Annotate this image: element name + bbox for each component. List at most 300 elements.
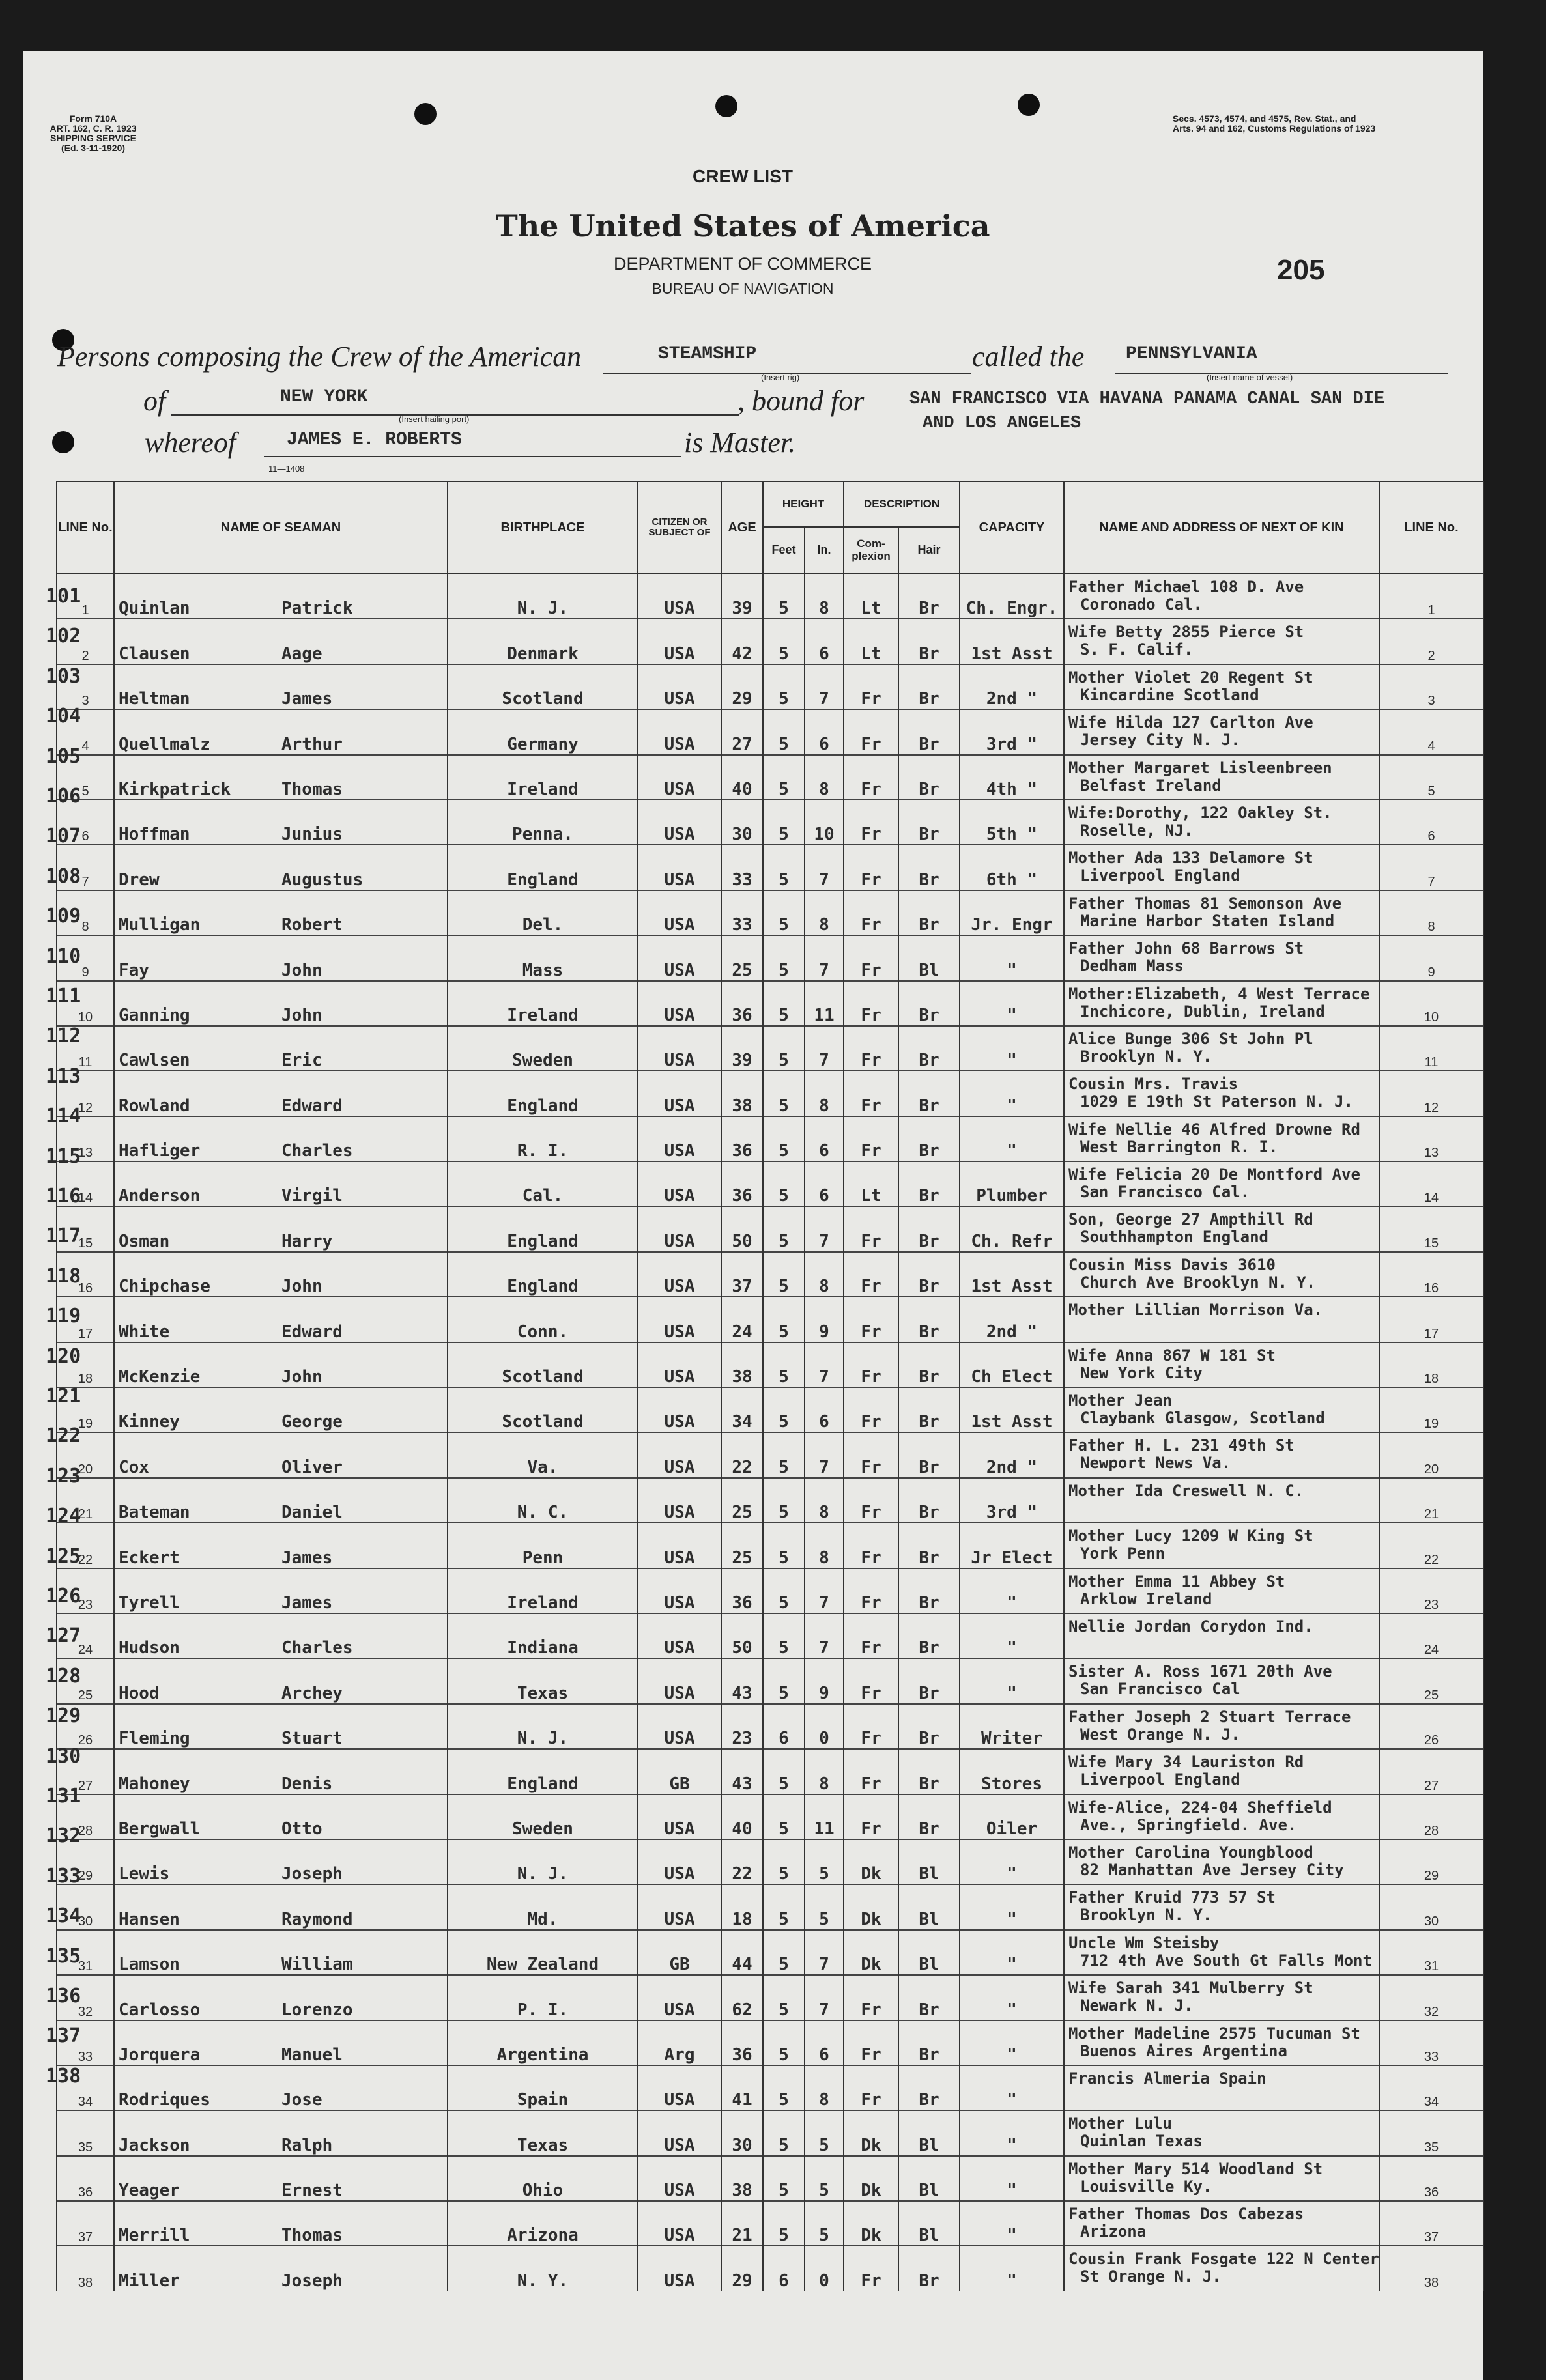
table-row xyxy=(57,2246,1483,2290)
ledger-number: 118 xyxy=(46,1264,81,1288)
height-feet: 5 xyxy=(763,2156,805,2201)
seaman-given-name: Raymond xyxy=(281,1909,353,1929)
line-number-right: 35 xyxy=(1379,2110,1483,2155)
complexion: Fr xyxy=(844,1252,898,1297)
col-kin: NAME AND ADDRESS OF NEXT OF KIN xyxy=(1064,481,1379,574)
line-number: 21 xyxy=(57,1478,114,1523)
ledger-number: 131 xyxy=(46,1785,81,1807)
line-number-right: 15 xyxy=(1379,1206,1483,1251)
capacity: " xyxy=(960,2020,1064,2065)
height-inches: 6 xyxy=(805,1387,844,1432)
complexion: Fr xyxy=(844,664,898,709)
next-of-kin xyxy=(1064,1432,1379,1477)
citizenship: USA xyxy=(638,664,721,709)
citizenship: USA xyxy=(638,619,721,664)
citizenship: USA xyxy=(638,1342,721,1387)
line-number-right: 22 xyxy=(1379,1523,1483,1568)
ledger-number: 129 xyxy=(46,1705,81,1728)
capacity: " xyxy=(960,2246,1064,2290)
seaman-given-name: Harry xyxy=(281,1231,333,1251)
seaman-name xyxy=(114,709,448,754)
next-of-kin xyxy=(1064,619,1379,664)
kin-line: Wife Sarah 341 Mulberry St xyxy=(1068,1979,1313,1998)
seaman-surname: Chipchase xyxy=(119,1277,210,1297)
citizenship: USA xyxy=(638,2201,721,2246)
height-inches: 8 xyxy=(805,574,844,619)
hair-color: Br xyxy=(898,800,960,845)
table-row xyxy=(57,935,1483,980)
seaman-given-name: John xyxy=(281,1367,322,1387)
line-number: 34 xyxy=(57,2065,114,2110)
age: 30 xyxy=(721,800,763,845)
height-feet: 5 xyxy=(763,755,805,800)
seaman-given-name: Thomas xyxy=(281,779,343,799)
next-of-kin xyxy=(1064,1342,1379,1387)
line-number: 36 xyxy=(57,2156,114,2201)
kin-line: Father H. L. 231 49th St xyxy=(1068,1436,1295,1455)
complexion: Fr xyxy=(844,1794,898,1839)
seaman-surname: McKenzie xyxy=(119,1367,201,1387)
kin-line: Wife Betty 2855 Pierce St xyxy=(1068,623,1304,642)
line-number: 30 xyxy=(57,1884,114,1929)
height-feet: 5 xyxy=(763,981,805,1026)
next-of-kin xyxy=(1064,1704,1379,1749)
complexion: Fr xyxy=(844,845,898,890)
seaman-given-name: Stuart xyxy=(281,1729,343,1749)
age: 21 xyxy=(721,2201,763,2246)
seaman-given-name: George xyxy=(281,1412,343,1432)
table-row xyxy=(57,574,1483,619)
age: 25 xyxy=(721,1478,763,1523)
next-of-kin xyxy=(1064,1116,1379,1161)
seaman-surname: Jackson xyxy=(119,2135,190,2155)
height-feet: 5 xyxy=(763,1658,805,1703)
capacity: 1st Asst xyxy=(960,1252,1064,1297)
complexion: Fr xyxy=(844,935,898,980)
line-number-right: 1 xyxy=(1379,574,1483,619)
birthplace: England xyxy=(448,1206,638,1251)
seaman-surname: Mulligan xyxy=(119,915,201,935)
height-feet: 5 xyxy=(763,1523,805,1568)
capacity: 2nd " xyxy=(960,1297,1064,1342)
complexion: Fr xyxy=(844,1387,898,1432)
height-inches: 6 xyxy=(805,619,844,664)
table-row xyxy=(57,1206,1483,1251)
table-row xyxy=(57,2201,1483,2246)
seaman-name xyxy=(114,1658,448,1703)
seaman-name xyxy=(114,2110,448,2155)
birthplace: Ireland xyxy=(448,755,638,800)
height-feet: 5 xyxy=(763,1252,805,1297)
birthplace: Sweden xyxy=(448,1026,638,1071)
birthplace: Texas xyxy=(448,1658,638,1703)
birthplace: N. J. xyxy=(448,1839,638,1884)
seaman-name xyxy=(114,1704,448,1749)
table-row xyxy=(57,1342,1483,1387)
birthplace: Denmark xyxy=(448,619,638,664)
age: 42 xyxy=(721,619,763,664)
complexion: Fr xyxy=(844,890,898,935)
seaman-given-name: Lorenzo xyxy=(281,2000,353,2020)
seaman-given-name: Charles xyxy=(281,1638,353,1658)
table-row xyxy=(57,1839,1483,1884)
hair-color: Bl xyxy=(898,1930,960,1975)
seaman-name xyxy=(114,2246,448,2290)
height-inches: 6 xyxy=(805,1161,844,1206)
line-number-right: 10 xyxy=(1379,981,1483,1026)
height-inches: 8 xyxy=(805,1523,844,1568)
seaman-given-name: Edward xyxy=(281,1322,343,1342)
kin-line: Mother Madeline 2575 Tucuman St xyxy=(1068,2024,1360,2043)
birthplace: Arizona xyxy=(448,2201,638,2246)
ledger-number: 101 xyxy=(46,585,81,608)
line-number: 12 xyxy=(57,1071,114,1116)
seaman-surname: Drew xyxy=(119,870,160,890)
complexion: Fr xyxy=(844,1071,898,1116)
citizenship: USA xyxy=(638,1794,721,1839)
seaman-surname: Mahoney xyxy=(119,1774,190,1794)
citizenship: USA xyxy=(638,2065,721,2110)
table-row xyxy=(57,2110,1483,2155)
col-description: DESCRIPTION xyxy=(844,481,960,527)
ledger-number: 113 xyxy=(46,1064,81,1088)
height-inches: 0 xyxy=(805,1704,844,1749)
line-number-right: 14 xyxy=(1379,1161,1483,1206)
capacity: Ch Elect xyxy=(960,1342,1064,1387)
complexion: Lt xyxy=(844,574,898,619)
kin-line: Newport News Va. xyxy=(1080,1454,1231,1473)
capacity: 2nd " xyxy=(960,664,1064,709)
height-feet: 5 xyxy=(763,1071,805,1116)
seaman-name xyxy=(114,1161,448,1206)
hair-color: Br xyxy=(898,1297,960,1342)
capacity: Plumber xyxy=(960,1161,1064,1206)
line-number: 16 xyxy=(57,1252,114,1297)
seaman-surname: Cox xyxy=(119,1457,149,1477)
age: 43 xyxy=(721,1658,763,1703)
table-row xyxy=(57,1884,1483,1929)
seaman-name xyxy=(114,1071,448,1116)
hair-color: Bl xyxy=(898,2110,960,2155)
complexion: Fr xyxy=(844,1568,898,1613)
birthplace: Mass xyxy=(448,935,638,980)
kin-line: Church Ave Brooklyn N. Y. xyxy=(1080,1273,1316,1292)
kin-line: Mother Carolina Youngblood xyxy=(1068,1843,1313,1862)
table-row xyxy=(57,1071,1483,1116)
hair-color: Br xyxy=(898,1613,960,1658)
kin-line: Quinlan Texas xyxy=(1080,2132,1203,2151)
age: 24 xyxy=(721,1297,763,1342)
line-number: 14 xyxy=(57,1161,114,1206)
hair-color: Br xyxy=(898,1523,960,1568)
age: 22 xyxy=(721,1839,763,1884)
next-of-kin xyxy=(1064,709,1379,754)
complexion: Fr xyxy=(844,2020,898,2065)
birthplace: Ireland xyxy=(448,981,638,1026)
birthplace: Texas xyxy=(448,2110,638,2155)
line-number-right: 20 xyxy=(1379,1432,1483,1477)
birthplace: N. J. xyxy=(448,1704,638,1749)
form-info xyxy=(38,114,149,153)
kin-line: Mother Lulu xyxy=(1068,2114,1172,2133)
capacity: " xyxy=(960,1071,1064,1116)
whereof-label: whereof xyxy=(145,427,236,459)
citizenship: USA xyxy=(638,1116,721,1161)
line-number-right: 33 xyxy=(1379,2020,1483,2065)
age: 39 xyxy=(721,1026,763,1071)
line-number-right: 8 xyxy=(1379,890,1483,935)
ledger-number: 128 xyxy=(46,1664,81,1688)
vessel-caption: (Insert name of vessel) xyxy=(1207,373,1293,382)
citizenship: USA xyxy=(638,981,721,1026)
line-number: 24 xyxy=(57,1613,114,1658)
height-feet: 5 xyxy=(763,2110,805,2155)
kin-line: Mother Lucy 1209 W King St xyxy=(1068,1527,1313,1546)
age: 36 xyxy=(721,981,763,1026)
seaman-given-name: John xyxy=(281,1277,322,1297)
citizenship: USA xyxy=(638,1026,721,1071)
age: 25 xyxy=(721,935,763,980)
seaman-given-name: John xyxy=(281,1005,322,1025)
capacity: Writer xyxy=(960,1704,1064,1749)
height-feet: 5 xyxy=(763,935,805,980)
line-number: 5 xyxy=(57,755,114,800)
seaman-surname: Kinney xyxy=(119,1412,180,1432)
complexion: Fr xyxy=(844,1342,898,1387)
complexion: Fr xyxy=(844,1658,898,1703)
height-feet: 5 xyxy=(763,1297,805,1342)
next-of-kin xyxy=(1064,574,1379,619)
ledger-number: 120 xyxy=(46,1344,81,1368)
height-inches: 10 xyxy=(805,800,844,845)
seaman-name xyxy=(114,2065,448,2110)
next-of-kin xyxy=(1064,981,1379,1026)
ledger-number: 137 xyxy=(46,2024,81,2048)
birthplace: N. Y. xyxy=(448,2246,638,2290)
seaman-surname: Merrill xyxy=(119,2226,190,2246)
punch-hole xyxy=(715,95,737,117)
birthplace: England xyxy=(448,1749,638,1794)
seaman-given-name: Oliver xyxy=(281,1457,343,1477)
ledger-number: 107 xyxy=(46,825,81,848)
seaman-surname: Anderson xyxy=(119,1186,201,1206)
seaman-name xyxy=(114,1613,448,1658)
height-feet: 5 xyxy=(763,1975,805,2020)
height-feet: 5 xyxy=(763,845,805,890)
complexion: Fr xyxy=(844,709,898,754)
master-name: JAMES E. ROBERTS xyxy=(287,430,462,450)
seaman-given-name: John xyxy=(281,960,322,980)
birthplace: P. I. xyxy=(448,1975,638,2020)
height-inches: 8 xyxy=(805,1252,844,1297)
seaman-given-name: Denis xyxy=(281,1774,333,1794)
vessel-rig: STEAMSHIP xyxy=(658,344,757,364)
capacity: Ch. Engr. xyxy=(960,574,1064,619)
ledger-number: 136 xyxy=(46,1985,81,2007)
seaman-given-name: Junius xyxy=(281,825,343,845)
ledger-number: 127 xyxy=(46,1624,81,1648)
height-inches: 7 xyxy=(805,1342,844,1387)
seaman-surname: Yeager xyxy=(119,2181,180,2201)
next-of-kin xyxy=(1064,1252,1379,1297)
citizenship: Arg xyxy=(638,2020,721,2065)
birthplace: Indiana xyxy=(448,1613,638,1658)
citizenship: USA xyxy=(638,1839,721,1884)
next-of-kin xyxy=(1064,1884,1379,1929)
table-row xyxy=(57,709,1483,754)
seaman-given-name: Archey xyxy=(281,1683,343,1703)
ledger-number: 116 xyxy=(46,1185,81,1208)
capacity: " xyxy=(960,1884,1064,1929)
complexion: Lt xyxy=(844,619,898,664)
ledger-number: 135 xyxy=(46,1944,81,1968)
height-inches: 7 xyxy=(805,1975,844,2020)
form-info-line: SHIPPING SERVICE xyxy=(50,133,136,143)
birthplace: Ohio xyxy=(448,2156,638,2201)
height-feet: 5 xyxy=(763,2201,805,2246)
seaman-name xyxy=(114,1026,448,1071)
ledger-number: 103 xyxy=(46,664,81,688)
age: 22 xyxy=(721,1432,763,1477)
ledger-number: 121 xyxy=(46,1385,81,1408)
height-inches: 8 xyxy=(805,2065,844,2110)
age: 33 xyxy=(721,890,763,935)
height-inches: 7 xyxy=(805,664,844,709)
ledger-number: 105 xyxy=(46,744,81,768)
line-number-right: 32 xyxy=(1379,1975,1483,2020)
capacity: 4th " xyxy=(960,755,1064,800)
hair-color: Br xyxy=(898,890,960,935)
ledger-number: 125 xyxy=(46,1544,81,1568)
citizenship: USA xyxy=(638,755,721,800)
complexion: Fr xyxy=(844,1206,898,1251)
citizenship: USA xyxy=(638,935,721,980)
hair-color: Br xyxy=(898,1161,960,1206)
seaman-given-name: Ernest xyxy=(281,2181,343,2201)
height-feet: 5 xyxy=(763,1387,805,1432)
citizenship: USA xyxy=(638,1975,721,2020)
height-feet: 5 xyxy=(763,574,805,619)
seaman-name xyxy=(114,981,448,1026)
citizenship: USA xyxy=(638,890,721,935)
complexion: Fr xyxy=(844,755,898,800)
line-number-right: 9 xyxy=(1379,935,1483,980)
table-row xyxy=(57,1297,1483,1342)
line-number-right: 5 xyxy=(1379,755,1483,800)
table-row xyxy=(57,1930,1483,1975)
punch-hole xyxy=(52,431,74,453)
seaman-given-name: Patrick xyxy=(281,599,353,619)
col-height: HEIGHT xyxy=(763,481,844,527)
destination-continued: AND LOS ANGELES xyxy=(923,414,1081,433)
line-number-right: 11 xyxy=(1379,1026,1483,1071)
age: 36 xyxy=(721,2020,763,2065)
height-inches: 7 xyxy=(805,1432,844,1477)
table-row xyxy=(57,1116,1483,1161)
line-number-right: 6 xyxy=(1379,800,1483,845)
capacity: " xyxy=(960,1613,1064,1658)
age: 36 xyxy=(721,1116,763,1161)
punch-hole xyxy=(1018,94,1040,116)
height-feet: 5 xyxy=(763,2020,805,2065)
line-number: 26 xyxy=(57,1704,114,1749)
capacity: " xyxy=(960,2156,1064,2201)
height-inches: 5 xyxy=(805,1839,844,1884)
ledger-number: 106 xyxy=(46,785,81,808)
seaman-name xyxy=(114,1794,448,1839)
kin-line: Brooklyn N. Y. xyxy=(1080,1906,1212,1925)
kin-line: Mother Lillian Morrison Va. xyxy=(1068,1301,1323,1320)
capacity: 3rd " xyxy=(960,1478,1064,1523)
ledger-number: 115 xyxy=(46,1144,81,1168)
kin-line: Claybank Glasgow, Scotland xyxy=(1080,1409,1325,1428)
next-of-kin xyxy=(1064,2065,1379,2110)
citizenship: USA xyxy=(638,1206,721,1251)
line-number: 27 xyxy=(57,1749,114,1794)
birthplace: N. J. xyxy=(448,574,638,619)
next-of-kin xyxy=(1064,2020,1379,2065)
hair-color: Br xyxy=(898,1026,960,1071)
birthplace: R. I. xyxy=(448,1116,638,1161)
seaman-surname: Cawlsen xyxy=(119,1051,190,1071)
height-feet: 5 xyxy=(763,664,805,709)
line-number: 2 xyxy=(57,619,114,664)
seaman-name xyxy=(114,1839,448,1884)
ledger-number: 130 xyxy=(46,1744,81,1768)
table-row xyxy=(57,755,1483,800)
table-row xyxy=(57,1568,1483,1613)
line-number-right: 18 xyxy=(1379,1342,1483,1387)
ledger-number: 134 xyxy=(46,1905,81,1928)
seaman-name xyxy=(114,574,448,619)
ledger-number: 119 xyxy=(46,1305,81,1328)
rig-caption: (Insert rig) xyxy=(761,373,800,382)
form-info-line: ART. 162, C. R. 1923 xyxy=(50,123,137,134)
birthplace: England xyxy=(448,1071,638,1116)
citizenship: GB xyxy=(638,1749,721,1794)
table-row xyxy=(57,890,1483,935)
height-inches: 5 xyxy=(805,1884,844,1929)
height-inches: 9 xyxy=(805,1658,844,1703)
capacity: 6th " xyxy=(960,845,1064,890)
next-of-kin xyxy=(1064,1794,1379,1839)
hair-color: Br xyxy=(898,1116,960,1161)
complexion: Fr xyxy=(844,1026,898,1071)
kin-line: Father Joseph 2 Stuart Terrace xyxy=(1068,1707,1351,1726)
statute-line: Secs. 4573, 4574, and 4575, Rev. Stat., and xyxy=(1173,113,1356,124)
age: 29 xyxy=(721,664,763,709)
seaman-given-name: Joseph xyxy=(281,2271,343,2291)
line-number-right: 12 xyxy=(1379,1071,1483,1116)
ledger-number: 138 xyxy=(46,2064,81,2088)
complexion: Fr xyxy=(844,1297,898,1342)
kin-line: Wife Hilda 127 Carlton Ave xyxy=(1068,713,1313,732)
seaman-surname: Jorquera xyxy=(119,2045,201,2065)
seaman-name xyxy=(114,890,448,935)
line-number: 38 xyxy=(57,2246,114,2290)
table-row xyxy=(57,1658,1483,1703)
line-number: 7 xyxy=(57,845,114,890)
height-inches: 8 xyxy=(805,1749,844,1794)
kin-line: Belfast Ireland xyxy=(1080,776,1222,795)
hair-color: Br xyxy=(898,1252,960,1297)
age: 33 xyxy=(721,845,763,890)
birthplace: Scotland xyxy=(448,664,638,709)
complexion: Dk xyxy=(844,1839,898,1884)
height-feet: 5 xyxy=(763,1884,805,1929)
birthplace: Spain xyxy=(448,2065,638,2110)
citizenship: USA xyxy=(638,1613,721,1658)
